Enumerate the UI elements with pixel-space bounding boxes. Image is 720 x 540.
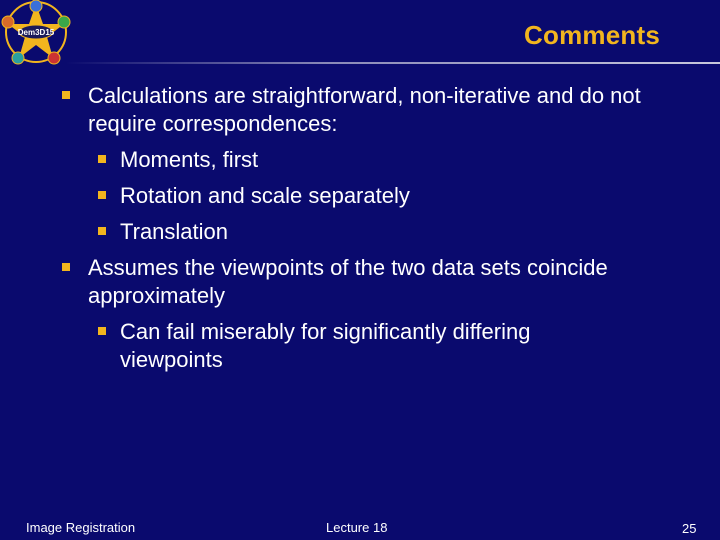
bullet-marker-icon — [98, 227, 106, 235]
page-number: 25 — [682, 521, 697, 536]
bullet-marker-icon — [98, 191, 106, 199]
bullet-item: Rotation and scale separately — [120, 183, 410, 208]
logo-label: Dem3D15 — [17, 28, 55, 37]
bullet-item: Assumes the viewpoints of the two data sets coincide approximately — [88, 255, 608, 308]
bullet-item: Translation — [120, 219, 229, 244]
bullet-marker-icon — [98, 155, 106, 163]
title-divider — [66, 62, 720, 64]
slide-title: Comments — [524, 20, 660, 50]
bullet-item: Moments, first — [120, 147, 259, 172]
bullet-item: Can fail miserably for significantly differing viewpoints — [120, 319, 531, 372]
bullet-item: Calculations are straightforward, non-iterative and do not require correspondences: — [88, 83, 641, 136]
footer-center: Lecture 18 — [326, 520, 388, 535]
footer-left: Image Registration — [26, 520, 136, 535]
logo-icon — [0, 0, 72, 66]
bullet-marker-icon — [62, 91, 70, 99]
bullet-marker-icon — [62, 263, 70, 271]
bullet-marker-icon — [98, 327, 106, 335]
